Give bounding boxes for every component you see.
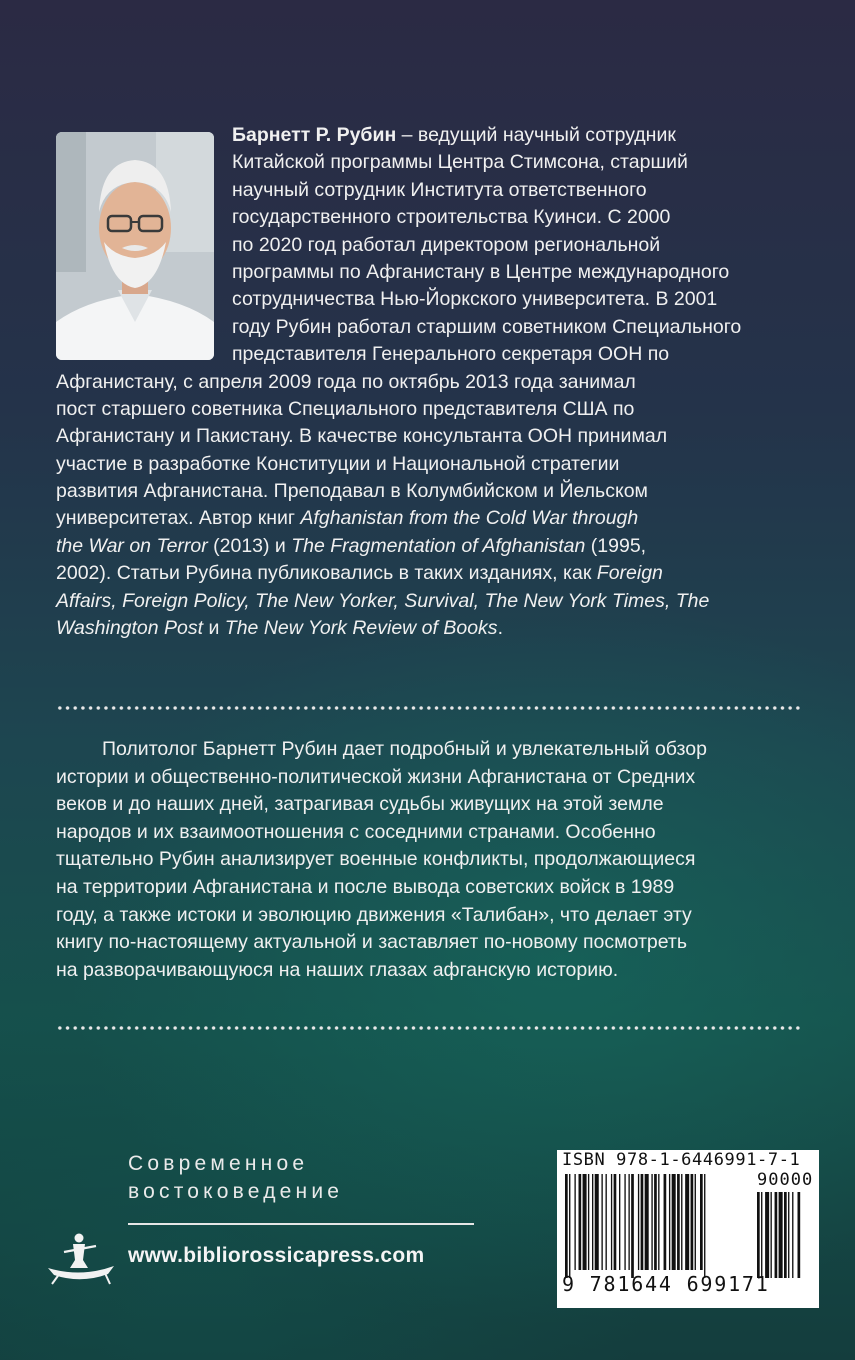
bio-line: представителя Генерального секретаря ООН по — [232, 343, 670, 366]
price-code: 90000 — [757, 1170, 814, 1190]
description-line: году, а также истоки и эволюцию движения «Талибан», что делает эту — [56, 903, 692, 926]
bio-line: Афганистану и Пакистану. В качестве консультанта ООН принимал — [56, 425, 668, 448]
description-line: веков и до наших дней, затрагивая судьбы живущих на этой земле — [56, 793, 664, 816]
bio-line: пост старшего советника Специального представителя США по — [56, 397, 635, 420]
bio-line: государственного строительства Куинси. С 2000 — [232, 206, 671, 229]
ean-digits: 9 781644 699171 — [562, 1272, 770, 1296]
description-line: истории и общественно-политической жизни Афганистана от Средних — [56, 765, 696, 788]
description-line: на разворачивающуюся на наших глазах афганскую историю. — [56, 958, 619, 981]
isbn-label: ISBN 978-1-6446991-7-1 — [562, 1150, 801, 1170]
bio-line: Барнетт Р. Рубин – ведущий научный сотрудник — [232, 124, 676, 146]
bio-line: университетах. Автор книг Afghanistan from the Cold War through — [56, 507, 639, 530]
author-bio — [56, 122, 796, 642]
description-line: тщательно Рубин анализирует военные конфликты, продолжающиеся — [56, 848, 696, 871]
bio-line: 2002). Статьи Рубина публиковались в таких изданиях, как Foreign — [56, 562, 663, 585]
bio-line: Affairs, Foreign Policy, The New Yorker, Survival, The New York Times, The — [56, 589, 710, 612]
bio-line: программы по Афганистану в Центре международного — [232, 260, 730, 283]
bio-line: the War on Terror (2013) и The Fragmentation of Afghanistan (1995, — [56, 534, 647, 557]
description-line: книгу по-настоящему актуальной и заставляет по-новому посмотреть — [56, 931, 688, 954]
bio-line: по 2020 год работал директором региональной — [232, 233, 661, 256]
series-title-line1: Современное — [128, 1152, 309, 1175]
description-line: на территории Афганистана и после вывода советских войск в 1989 — [56, 875, 675, 898]
publisher-url[interactable]: www.bibliorossicapress.com — [128, 1244, 425, 1267]
bio-line: Афганистану, с апреля 2009 года по октябрь 2013 года занимал — [56, 370, 636, 393]
publisher-logo-icon — [46, 1226, 116, 1296]
description-line: Политолог Барнетт Рубин дает подробный и увлекательный обзор — [102, 738, 707, 760]
bio-line: сотрудничества Нью-Йоркского университета. В 2001 — [232, 288, 718, 311]
bio-line: участие в разработке Конституции и Национальной стратегии — [56, 452, 620, 475]
bio-line: научный сотрудник Института ответственного — [232, 178, 647, 201]
description-line: народов и их взаимоотношения с соседними странами. Особенно — [56, 820, 656, 843]
bio-line: году Рубин работал старшим советником Специального — [232, 315, 742, 338]
book-description — [56, 736, 796, 984]
dotted-divider — [56, 706, 800, 710]
series-title-line2: востоковедение — [128, 1180, 344, 1203]
bio-line: Washington Post и The New York Review of Books. — [56, 617, 503, 640]
dotted-divider — [56, 1026, 800, 1030]
series-rule — [128, 1223, 474, 1225]
bio-line: Китайской программы Центра Стимсона, старший — [232, 151, 688, 174]
bio-line: развития Афганистана. Преподавал в Колумбийском и Йельском — [56, 480, 648, 503]
author-name: Барнетт Р. Рубин — [232, 124, 397, 146]
